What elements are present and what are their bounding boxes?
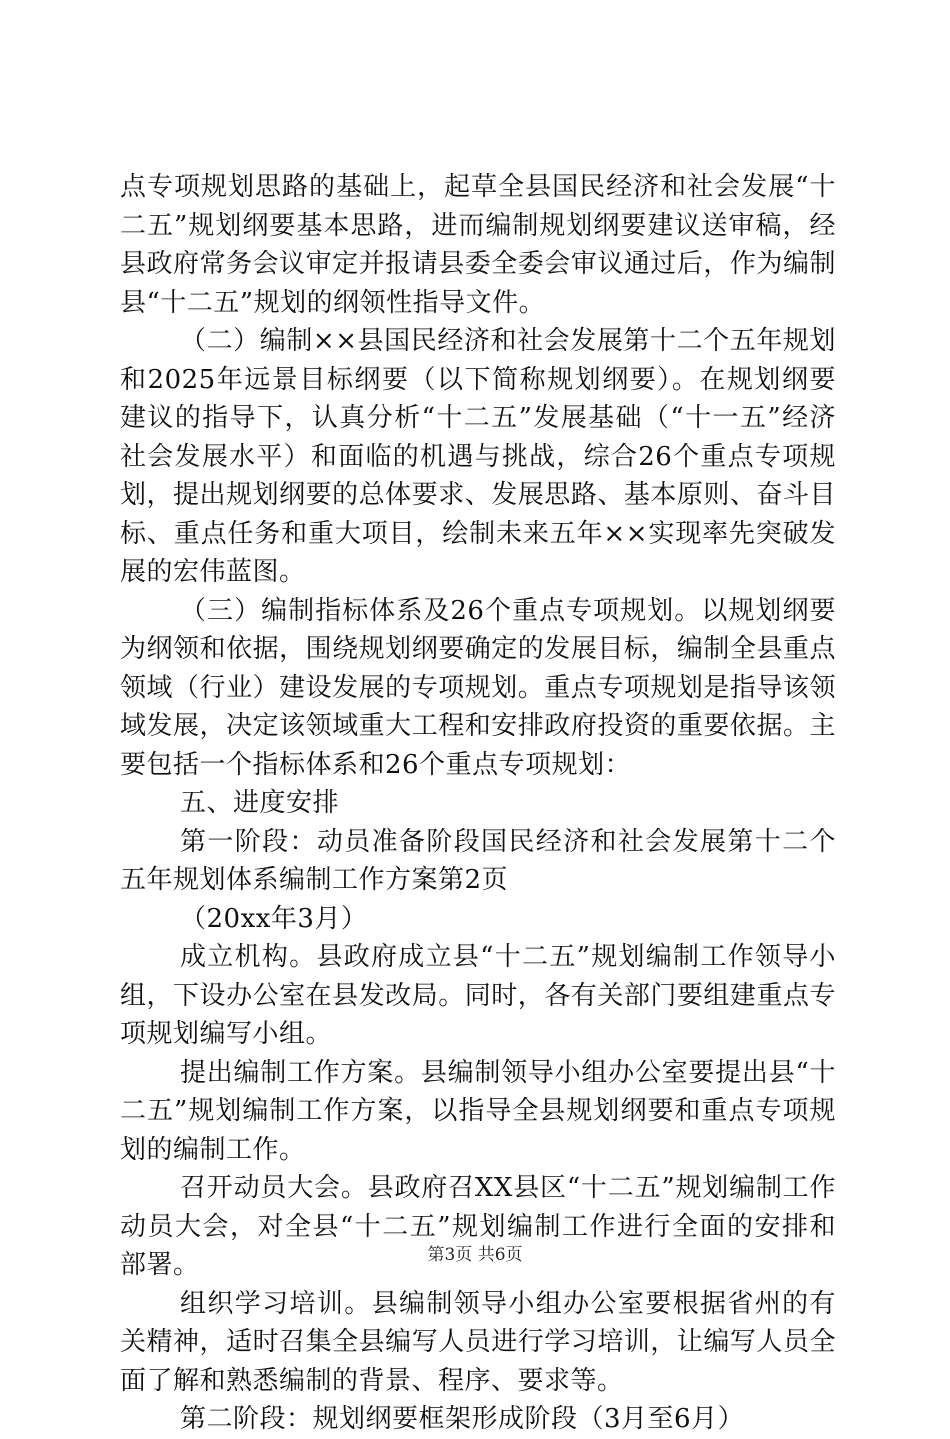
paragraph: 点专项规划思路的基础上，起草全县国民经济和社会发展“十二五”规划纲要基本思路，进而编制规划纲要建议送审稿，经县政府常务会议审定并报请县委全委会审议通过后，作为编制县“十二五”规划的纲领性指导文件。 <box>120 172 836 318</box>
page-number-footer: 第3页 共6页 <box>427 1245 523 1265</box>
paragraph: 成立机构。县政府成立县“十二五”规划编制工作领导小组，下设办公室在县发改局。同时，各有关部门要组建重点专项规划编写小组。 <box>120 942 836 1049</box>
section-heading: 五、进度安排 <box>180 788 340 818</box>
paragraph: （二）编制××县国民经济和社会发展第十二个五年规划和2025年远景目标纲要（以下简称规划纲要）。在规划纲要建议的指导下，认真分析“十二五”发展基础（“十一五”经济社会发展水平）和面临的机遇与挑战，综合26个重点专项规划，提出规划纲要的总体要求、发展思路、基本原则、奋斗目标、重点任务和重大项目，绘制未来五年××实现率先突破发展的宏伟蓝图。 <box>120 326 836 587</box>
paragraph: 第二阶段：规划纲要框架形成阶段（3月至6月） <box>180 1404 745 1434</box>
paragraph: （三）编制指标体系及26个重点专项规划。以规划纲要为纲领和依据，围绕规划纲要确定的发展目标，编制全县重点领域（行业）建设发展的专项规划。重点专项规划是指导该领域发展，决定该领域重大工程和安排政府投资的重要依据。主要包括一个指标体系和26个重点专项规划： <box>120 595 836 780</box>
paragraph: 召开动员大会。县政府召XX县区“十二五”规划编制工作动员大会，对全县“十二五”规划编制工作进行全面的安排和部署。 <box>120 1173 836 1280</box>
paragraph: 第一阶段：动员准备阶段国民经济和社会发展第十二个五年规划体系编制工作方案第2页 <box>120 826 836 895</box>
paragraph: 组织学习培训。县编制领导小组办公室要根据省州的有关精神，适时召集全县编写人员进行学习培训，让编写人员全面了解和熟悉编制的背景、程序、要求等。 <box>120 1288 836 1396</box>
paragraph: （20xx年3月） <box>180 903 368 934</box>
paragraph: 提出编制工作方案。县编制领导小组办公室要提出县“十二五”规划编制工作方案，以指导全县规划纲要和重点专项规划的编制工作。 <box>120 1057 836 1165</box>
